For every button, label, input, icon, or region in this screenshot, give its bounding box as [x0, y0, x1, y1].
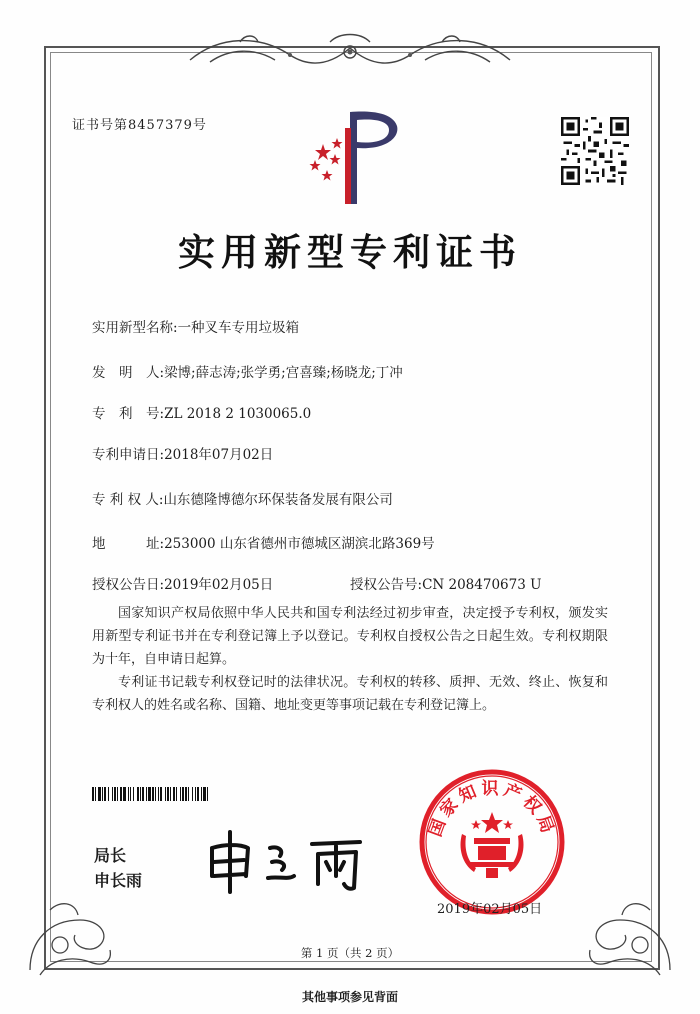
- qr-code: [561, 117, 629, 185]
- cnipa-logo: [305, 108, 405, 208]
- body-paragraph-1: 国家知识产权局依照中华人民共和国专利法经过初步审查，决定授予专利权，颁发实用新型专利证书并在专利登记簿上予以登记。专利权自授权公告之日起生效。专利权期限为十年，自申请日起算。: [92, 606, 608, 667]
- grant-number-value: CN 208470673 U: [422, 577, 542, 593]
- director-title: 局长: [94, 846, 127, 865]
- field-utility-model-name: [92, 316, 299, 336]
- director-signature: [200, 818, 375, 898]
- owner-value: 山东德隆博德尔环保装备发展有限公司: [163, 492, 393, 508]
- field-address: [92, 532, 435, 552]
- filing-date-label: 专利申请日:: [92, 447, 165, 463]
- certificate-number: 证书号第8457379号: [72, 118, 207, 133]
- official-seal: [418, 768, 566, 916]
- body-paragraph-2: 专利证书记载专利权登记时的法律状况。专利权的转移、质押、无效、终止、恢复和专利权人的姓名或名称、国籍、地址变更等事项记载在专利登记簿上。: [92, 675, 608, 713]
- field-filing-date: [92, 443, 273, 463]
- name-label: 实用新型名称:: [92, 320, 178, 336]
- director-name: 申长雨: [94, 871, 143, 890]
- field-grant-number: [350, 573, 541, 593]
- footer-note: 其他事项参见背面: [301, 990, 398, 1004]
- address-label: 地 址:: [92, 536, 165, 552]
- filing-date-value: 2018年07月02日: [164, 447, 274, 463]
- patent-number-label: 专 利 号:: [92, 406, 165, 422]
- top-ornament: [180, 30, 520, 74]
- grant-date-label: 授权公告日:: [92, 577, 165, 593]
- field-patent-number: [92, 402, 311, 422]
- field-grant-date: [92, 573, 273, 593]
- page-number: 第 1 页（共 2 页）: [300, 946, 400, 960]
- address-value: 253000 山东省德州市德城区湖滨北路369号: [164, 536, 435, 552]
- name-value: 一种叉车专用垃圾箱: [177, 320, 300, 336]
- bottom-right-ornament: [580, 890, 680, 980]
- bottom-left-ornament: [20, 890, 120, 980]
- grant-number-label: 授权公告号:: [350, 577, 423, 593]
- field-inventor: [92, 361, 403, 381]
- inventor-value: 梁博;薛志涛;张学勇;宫喜臻;杨晓龙;丁冲: [164, 365, 403, 381]
- patent-number-value: ZL 2018 2 1030065.0: [164, 406, 312, 422]
- inventor-label: 发 明 人:: [92, 365, 165, 381]
- seal-text: 国家知识产权局: [425, 779, 559, 840]
- grant-date-value: 2019年02月05日: [164, 577, 274, 593]
- field-patent-owner: [92, 488, 393, 508]
- barcode: [92, 787, 270, 801]
- certificate-title: 实用新型专利证书: [178, 231, 522, 274]
- owner-label: 专 利 权 人:: [92, 492, 164, 508]
- seal-date: 2019年02月05日: [437, 902, 543, 917]
